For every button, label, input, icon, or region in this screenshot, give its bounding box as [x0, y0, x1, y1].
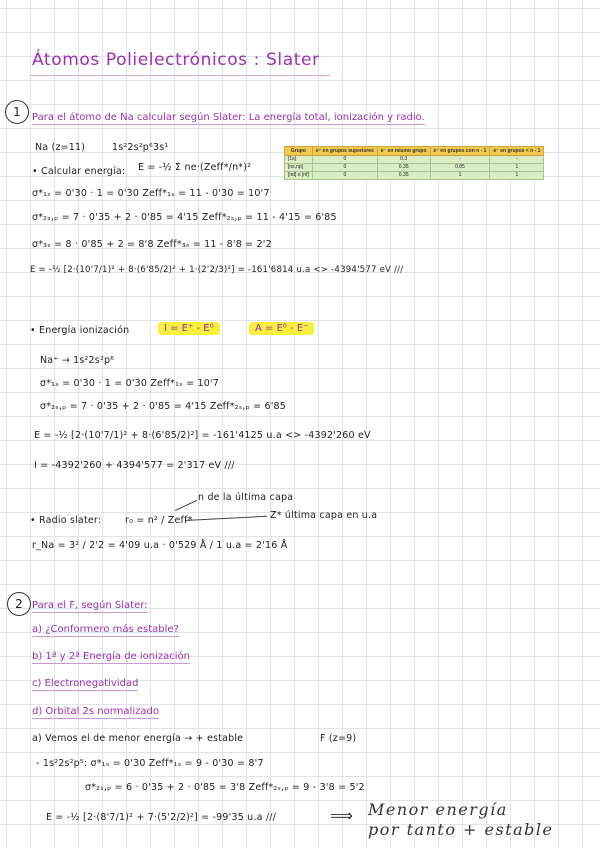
table-row: [nd] o [nf] 0 0.35 1 1 [285, 172, 544, 180]
item-b: b) 1ª y 2ª Energía de ionización [32, 651, 191, 662]
page-title: Átomos Polielectrónicos : Slater [32, 50, 320, 70]
f-config: F (z=9) [320, 733, 357, 744]
line-total-energy: E = -½ [2·(10'7/1)² + 8·(6'85/2)² + 1·(2'2/3)²] = -161'6814 u.a <> -4394'577 eV /// [30, 265, 404, 275]
ion-sigma-1s: σ*₁ₛ = 0'30 · 1 = 0'30 Zeff*₁ₛ = 10'7 [40, 378, 220, 389]
ion-config: Na⁺ → 1s²2s²p⁶ [40, 355, 115, 366]
item-d: d) Orbital 2s normalizado [32, 706, 159, 717]
th-mismo: e⁻ en mismo grupo [377, 147, 430, 156]
table-row: [ns,np] 0 0.35 0.85 1 [285, 164, 544, 172]
affinity-formula: A = E⁰ - E⁻ [249, 322, 314, 335]
arrow-to-z-note [185, 516, 267, 521]
item-c: c) Electronegatividad [32, 678, 139, 689]
answer-a: a) Vemos el de menor energía → + estable [32, 733, 244, 744]
item-a: a) ¿Conformero más estable? [32, 624, 179, 635]
conclusion-line-2: por tanto + estable [368, 820, 554, 839]
radius-result: r_Na = 3² / 2'2 = 4'09 u.a · 0'529 Å / 1 u.a = 2'16 Å [32, 540, 288, 551]
config-label: Na (z=11) [35, 142, 86, 153]
radius-note-z: Z* última capa en u.a [270, 510, 378, 521]
energy-formula: E = -½ Σ ne·(Zeff*/n*)² [138, 162, 252, 173]
arrow-to-n-note [175, 500, 197, 511]
f-line-1: - 1s²2s²p⁵: σ*₁ₛ = 0'30 Zeff*₁ₛ = 9 - 0'30 = 8'7 [36, 758, 264, 769]
ionization-label: • Energía ionización [30, 325, 130, 336]
ionization-result: I = -4392'260 + 4394'577 = 2'317 eV /// [34, 460, 235, 471]
section-number-1: 1 [5, 100, 29, 124]
ion-sigma-2sp: σ*₂ₛ,ₚ = 7 · 0'35 + 2 · 0'85 = 4'15 Zeff*₂ₛ,ₚ = 6'85 [40, 401, 287, 412]
section-number-2: 2 [7, 592, 31, 616]
implies-arrow: ⟹ [330, 806, 353, 825]
question-2: Para el F, según Slater: [32, 600, 148, 611]
th-grupo: Grupo [285, 147, 313, 156]
calc-energy-label: • Calcular energía: [32, 166, 126, 177]
th-menor-n-1: e⁻ en grupos < n - 1 [490, 147, 544, 156]
th-superiores: e⁻ en grupos superiores [312, 147, 377, 156]
ion-total-energy: E = -½ [2·(10'7/1)² + 8·(6'85/2)²] = -161'4125 u.a <> -4392'260 eV [34, 430, 371, 441]
conclusion-line-1: Menor energía [368, 800, 508, 819]
slater-table [284, 146, 544, 180]
th-n-1: e⁻ en grupos con n - 1 [430, 147, 490, 156]
f-line-2: σ*₂ₛ,ₚ = 6 · 0'35 + 2 · 0'85 = 3'8 Zeff*₂ₛ,ₚ = 9 - 3'8 = 5'2 [85, 782, 365, 793]
radius-label: • Radio slater: [30, 515, 102, 526]
question-1: Para el átomo de Na calcular según Slater: La energía total, ionización y radio. [32, 112, 425, 123]
line-sigma-1s: σ*₁ₛ = 0'30 · 1 = 0'30 Zeff*₁ₛ = 11 - 0'30 = 10'7 [32, 188, 270, 199]
ionization-formula: I = E⁺ - E⁰ [158, 322, 220, 335]
line-sigma-3s: σ*₃ₛ = 8 · 0'85 + 2 = 8'8 Zeff*₃ₛ = 11 - 8'8 = 2'2 [32, 239, 272, 250]
title-underline [30, 75, 330, 76]
electron-config: 1s²2s²p⁶3s¹ [112, 142, 169, 153]
radius-formula: r₀ = n² / Zeff* [125, 515, 193, 526]
table-row: [1s] 0 0.3 - - [285, 156, 544, 164]
f-line-3: E = -½ [2·(8'7/1)² + 7·(5'2/2)²] = -99'35 u.a /// [46, 812, 277, 823]
radius-note-n: n de la última capa [198, 492, 294, 503]
line-sigma-2sp: σ*₂ₛ,ₚ = 7 · 0'35 + 2 · 0'85 = 4'15 Zeff*₂ₛ,ₚ = 11 - 4'15 = 6'85 [32, 212, 337, 223]
